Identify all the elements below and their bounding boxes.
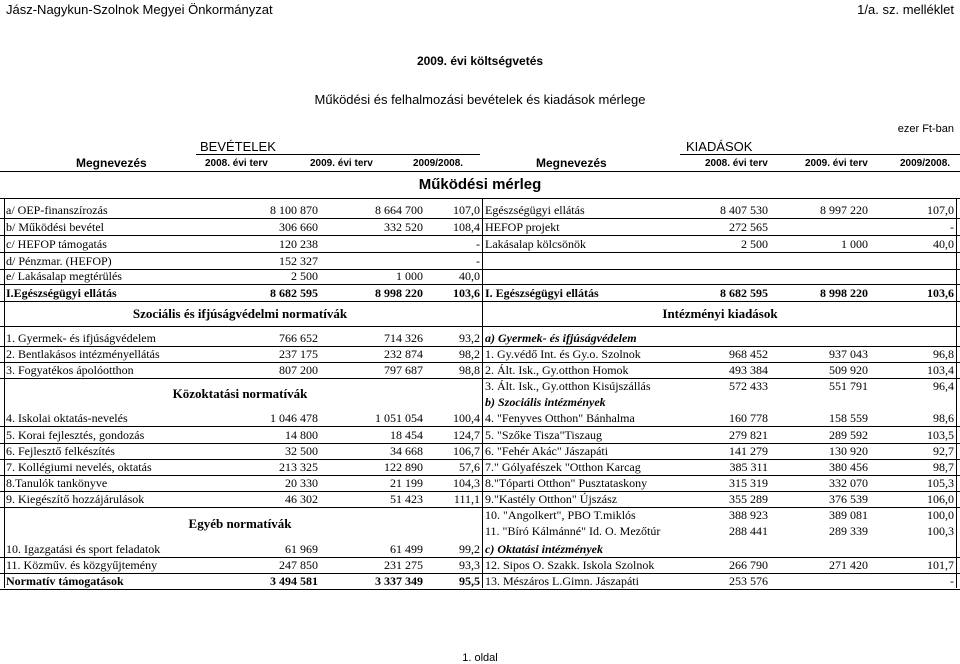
doc-subtitle: Működési és felhalmozási bevételek és kiadások mérlege xyxy=(314,92,646,107)
institution-row xyxy=(0,541,960,557)
right-row-name: I. Egészségügyi ellátás xyxy=(485,286,599,300)
left-row-2008: 807 200 xyxy=(279,363,318,377)
merleg-row-right xyxy=(0,219,960,235)
left-row-ratio: 104,3 xyxy=(453,476,480,490)
subheader-row xyxy=(0,306,960,322)
institution-row xyxy=(0,491,960,507)
left-row-name: 8.Tanulók tankönyve xyxy=(6,476,108,490)
left-row-2009: 231 275 xyxy=(384,558,423,572)
right-row-name: a) Gyermek- és ifjúságvédelem xyxy=(485,331,637,345)
left-row-name: a/ OEP-finanszírozás xyxy=(6,203,108,217)
right-row-2009: 389 081 xyxy=(829,508,868,522)
right-row-ratio: 105,3 xyxy=(927,476,954,490)
left-row-ratio: 95,5 xyxy=(459,574,480,588)
right-row-name: 4. "Fenyves Otthon" Bánhalma xyxy=(485,411,635,425)
left-row-2008: 61 969 xyxy=(285,542,318,556)
right-row-2008: 141 279 xyxy=(729,444,768,458)
right-row-2009: 380 456 xyxy=(829,460,868,474)
left-subheader-social: Szociális és ifjúságvédelmi normatívák xyxy=(132,306,348,321)
left-name-header: Megnevezés xyxy=(76,156,147,170)
institution-row xyxy=(0,573,960,589)
left-row-2008: 120 238 xyxy=(279,237,318,251)
left-row-2009: 797 687 xyxy=(384,363,423,377)
left-subheader-other: Egyéb normatívák xyxy=(188,516,292,531)
left-row-2009: 332 520 xyxy=(384,220,423,234)
left-row-2009: 34 668 xyxy=(390,444,423,458)
right-row-name: Egészségügyi ellátás xyxy=(485,203,585,217)
right-row-2009: 376 539 xyxy=(829,492,868,506)
bevetelek-header: BEVÉTELEK xyxy=(200,139,276,154)
left-row-2008: 14 800 xyxy=(285,428,318,442)
row-rule xyxy=(0,301,960,302)
left-row-ratio: 108,4 xyxy=(453,220,480,234)
right-row-name: 5. "Szőke Tisza"Tiszaug xyxy=(485,428,603,442)
institution-row xyxy=(0,459,960,475)
left-row-name: Normatív támogatások xyxy=(6,574,124,588)
left-row-name: 10. Igazgatási és sport feladatok xyxy=(6,542,161,556)
right-row-ratio: 92,7 xyxy=(933,444,954,458)
left-row-2009: 714 326 xyxy=(384,331,423,345)
right-row-name: Lakásalap kölcsönök xyxy=(485,237,586,251)
institution-row xyxy=(0,362,960,378)
right-row-2008: 8 407 530 xyxy=(720,203,768,217)
institution-row xyxy=(0,557,960,573)
left-row-ratio: 98,8 xyxy=(459,363,480,377)
right-row-ratio: 103,4 xyxy=(927,363,954,377)
left-row-ratio: 98,2 xyxy=(459,347,480,361)
right-c1-header: 2008. évi terv xyxy=(705,158,768,169)
left-row-ratio: 100,4 xyxy=(453,411,480,425)
left-row-2008: 213 325 xyxy=(279,460,318,474)
left-row-name: 7. Kollégiumi nevelés, oktatás xyxy=(6,460,152,474)
left-row-name: 4. Iskolai oktatás-nevelés xyxy=(6,411,128,425)
right-row-name: 7." Gólyafészek "Otthon Karcag xyxy=(485,460,641,474)
left-row-ratio: 93,2 xyxy=(459,331,480,345)
right-row-2008: 968 452 xyxy=(729,347,768,361)
left-row-ratio: 107,0 xyxy=(453,203,480,217)
left-row-ratio: 40,0 xyxy=(459,269,480,283)
right-row-2009: 8 997 220 xyxy=(820,203,868,217)
left-row-name: 9. Kiegészítő hozzájárulások xyxy=(6,492,145,506)
institution-row xyxy=(0,378,960,394)
right-row-2008: 272 565 xyxy=(729,220,768,234)
left-row-2009: 61 499 xyxy=(390,542,423,556)
right-c3-header: 2009/2008. xyxy=(900,158,951,169)
left-row-2009: 8 998 220 xyxy=(375,286,423,300)
right-row-2009: 332 070 xyxy=(829,476,868,490)
left-row-2008: 46 302 xyxy=(285,492,318,506)
right-row-name: 3. Ált. Isk., Gy.otthon Kisújszállás xyxy=(485,379,651,393)
left-row-2009: 232 874 xyxy=(384,347,423,361)
right-row-2008: 493 384 xyxy=(729,363,768,377)
right-row-name: b) Szociális intézmények xyxy=(485,395,606,409)
right-row-ratio: 107,0 xyxy=(927,203,954,217)
section-title: Működési mérleg xyxy=(418,176,542,193)
doc-title: 2009. évi költségvetés xyxy=(416,54,544,68)
institution-row xyxy=(0,394,960,410)
right-row-2008: 315 319 xyxy=(729,476,768,490)
header-underline-right xyxy=(680,154,960,155)
right-row-ratio: 103,6 xyxy=(927,286,954,300)
right-row-name: 8."Tóparti Otthon" Pusztataskony xyxy=(485,476,648,490)
left-row-2009: 3 337 349 xyxy=(375,574,423,588)
left-row-2008: 8 100 870 xyxy=(270,203,318,217)
kiadasok-header: KIADÁSOK xyxy=(686,139,753,154)
right-c2-header: 2009. évi terv xyxy=(805,158,868,169)
right-row-name: 13. Mészáros L.Gimn. Jászapáti xyxy=(485,574,639,588)
left-row-2009: 1 051 054 xyxy=(375,411,423,425)
right-row-2009: 271 420 xyxy=(829,558,868,572)
right-row-2009: 158 559 xyxy=(829,411,868,425)
right-row-2009: 289 592 xyxy=(829,428,868,442)
unit-label: ezer Ft-ban xyxy=(897,123,954,135)
annex-label: 1/a. sz. melléklet xyxy=(857,2,954,17)
section-bottom-rule xyxy=(0,198,960,199)
right-row-2008: 572 433 xyxy=(729,379,768,393)
merleg-row xyxy=(0,253,960,269)
left-row-ratio: - xyxy=(476,254,480,268)
left-row-ratio: 106,7 xyxy=(453,444,480,458)
right-row-ratio: 96,4 xyxy=(933,379,954,393)
right-row-ratio: 100,3 xyxy=(927,524,954,538)
right-row-2009: 937 043 xyxy=(829,347,868,361)
left-row-2009: 8 664 700 xyxy=(375,203,423,217)
left-row-2008: 20 330 xyxy=(285,476,318,490)
right-row-2008: 385 311 xyxy=(729,460,768,474)
left-row-ratio: 111,1 xyxy=(453,492,480,506)
left-c3-header: 2009/2008. xyxy=(413,158,464,169)
right-row-name: 9."Kastély Otthon" Újszász xyxy=(485,492,618,506)
left-row-name: I.Egészségügyi ellátás xyxy=(6,286,117,300)
merleg-row xyxy=(0,268,960,284)
row-rule xyxy=(0,589,960,590)
right-row-name: HEFOP projekt xyxy=(485,220,560,234)
left-c2-header: 2009. évi terv xyxy=(310,158,373,169)
left-row-name: c/ HEFOP támogatás xyxy=(6,237,107,251)
left-row-ratio: - xyxy=(476,237,480,251)
left-row-name: 2. Bentlakásos intézményellátás xyxy=(6,347,160,361)
right-row-ratio: 103,5 xyxy=(927,428,954,442)
institution-row xyxy=(0,475,960,491)
right-row-2008: 160 778 xyxy=(729,411,768,425)
right-row-2009: 551 791 xyxy=(829,379,868,393)
left-row-2008: 3 494 581 xyxy=(270,574,318,588)
left-row-ratio: 99,2 xyxy=(459,542,480,556)
left-row-ratio: 57,6 xyxy=(459,460,480,474)
merleg-row-right xyxy=(0,236,960,252)
right-row-2008: 355 289 xyxy=(729,492,768,506)
right-row-ratio: 98,6 xyxy=(933,411,954,425)
right-row-name: 12. Sipos O. Szakk. Iskola Szolnok xyxy=(485,558,655,572)
left-row-2008: 1 046 478 xyxy=(270,411,318,425)
left-row-name: 6. Fejlesztő felkészítés xyxy=(6,444,115,458)
right-row-2008: 288 441 xyxy=(729,524,768,538)
right-row-2008: 2 500 xyxy=(741,237,768,251)
left-row-2008: 247 850 xyxy=(279,558,318,572)
row-rule xyxy=(0,326,960,327)
institution-row xyxy=(0,523,960,539)
left-c1-header: 2008. évi terv xyxy=(205,158,268,169)
right-row-2008: 279 821 xyxy=(729,428,768,442)
left-row-2009: 21 199 xyxy=(390,476,423,490)
left-row-2008: 152 327 xyxy=(279,254,318,268)
right-row-ratio: 106,0 xyxy=(927,492,954,506)
right-row-2009: 289 339 xyxy=(829,524,868,538)
right-row-2009: 509 920 xyxy=(829,363,868,377)
right-row-ratio: 96,8 xyxy=(933,347,954,361)
institution-row xyxy=(0,410,960,426)
right-row-ratio: 98,7 xyxy=(933,460,954,474)
header-bottom-rule xyxy=(0,171,960,172)
right-row-ratio: 101,7 xyxy=(927,558,954,572)
left-subheader-education: Közoktatási normatívák xyxy=(172,386,308,401)
org-name: Jász-Nagykun-Szolnok Megyei Önkormányzat xyxy=(6,2,273,17)
right-row-2008: 253 576 xyxy=(729,574,768,588)
left-row-name: 3. Fogyatékos ápolóotthon xyxy=(6,363,134,377)
left-row-2008: 306 660 xyxy=(279,220,318,234)
right-row-name: 6. "Fehér Akác" Jászapáti xyxy=(485,444,609,458)
right-row-2008: 266 790 xyxy=(729,558,768,572)
left-row-ratio: 124,7 xyxy=(453,428,480,442)
left-row-2009: 51 423 xyxy=(390,492,423,506)
merleg-row-right xyxy=(0,202,960,218)
left-row-2008: 8 682 595 xyxy=(270,286,318,300)
right-row-ratio: - xyxy=(950,220,954,234)
right-row-ratio: 100,0 xyxy=(927,508,954,522)
left-row-name: b/ Működési bevétel xyxy=(6,220,104,234)
merleg-row-right xyxy=(0,285,960,301)
institution-row xyxy=(0,507,960,523)
right-row-2009: 1 000 xyxy=(841,237,868,251)
left-row-2009: 122 890 xyxy=(384,460,423,474)
right-row-2009: 130 920 xyxy=(829,444,868,458)
institution-row xyxy=(0,427,960,443)
left-row-2008: 2 500 xyxy=(291,269,318,283)
left-row-2008: 32 500 xyxy=(285,444,318,458)
right-row-name: 11. "Bíró Kálmánné" Id. O. Mezőtúr xyxy=(485,524,661,538)
right-row-2008: 388 923 xyxy=(729,508,768,522)
right-subheader-institutions: Intézményi kiadások xyxy=(662,306,778,321)
left-row-2009: 18 454 xyxy=(390,428,423,442)
right-row-ratio: 40,0 xyxy=(933,237,954,251)
right-row-name: 2. Ált. Isk., Gy.otthon Homok xyxy=(485,363,629,377)
right-row-name: 10. "Angolkert", PBO T.miklós xyxy=(485,508,636,522)
institution-row xyxy=(0,443,960,459)
left-row-name: 1. Gyermek- és ifjúságvédelem xyxy=(6,331,156,345)
institution-row xyxy=(0,346,960,362)
left-row-ratio: 103,6 xyxy=(453,286,480,300)
left-row-2008: 766 652 xyxy=(279,331,318,345)
right-row-2009: 8 998 220 xyxy=(820,286,868,300)
left-row-ratio: 93,3 xyxy=(459,558,480,572)
institution-row xyxy=(0,330,960,346)
right-row-name: 1. Gy.védő Int. és Gy.o. Szolnok xyxy=(485,347,641,361)
right-row-ratio: - xyxy=(950,574,954,588)
right-row-2008: 8 682 595 xyxy=(720,286,768,300)
header-underline-left xyxy=(196,154,480,155)
right-name-header: Megnevezés xyxy=(536,156,607,170)
left-row-name: e/ Lakásalap megtérülés xyxy=(6,269,122,283)
left-row-2009: 1 000 xyxy=(396,269,423,283)
right-row-name: c) Oktatási intézmények xyxy=(485,542,603,556)
left-row-2008: 237 175 xyxy=(279,347,318,361)
left-row-name: 11. Közműv. és közgyűjtemény xyxy=(6,558,158,572)
page-number: 1. oldal xyxy=(462,652,498,664)
left-row-name: 5. Korai fejlesztés, gondozás xyxy=(6,428,145,442)
left-row-name: d/ Pénzmar. (HEFOP) xyxy=(6,254,112,268)
